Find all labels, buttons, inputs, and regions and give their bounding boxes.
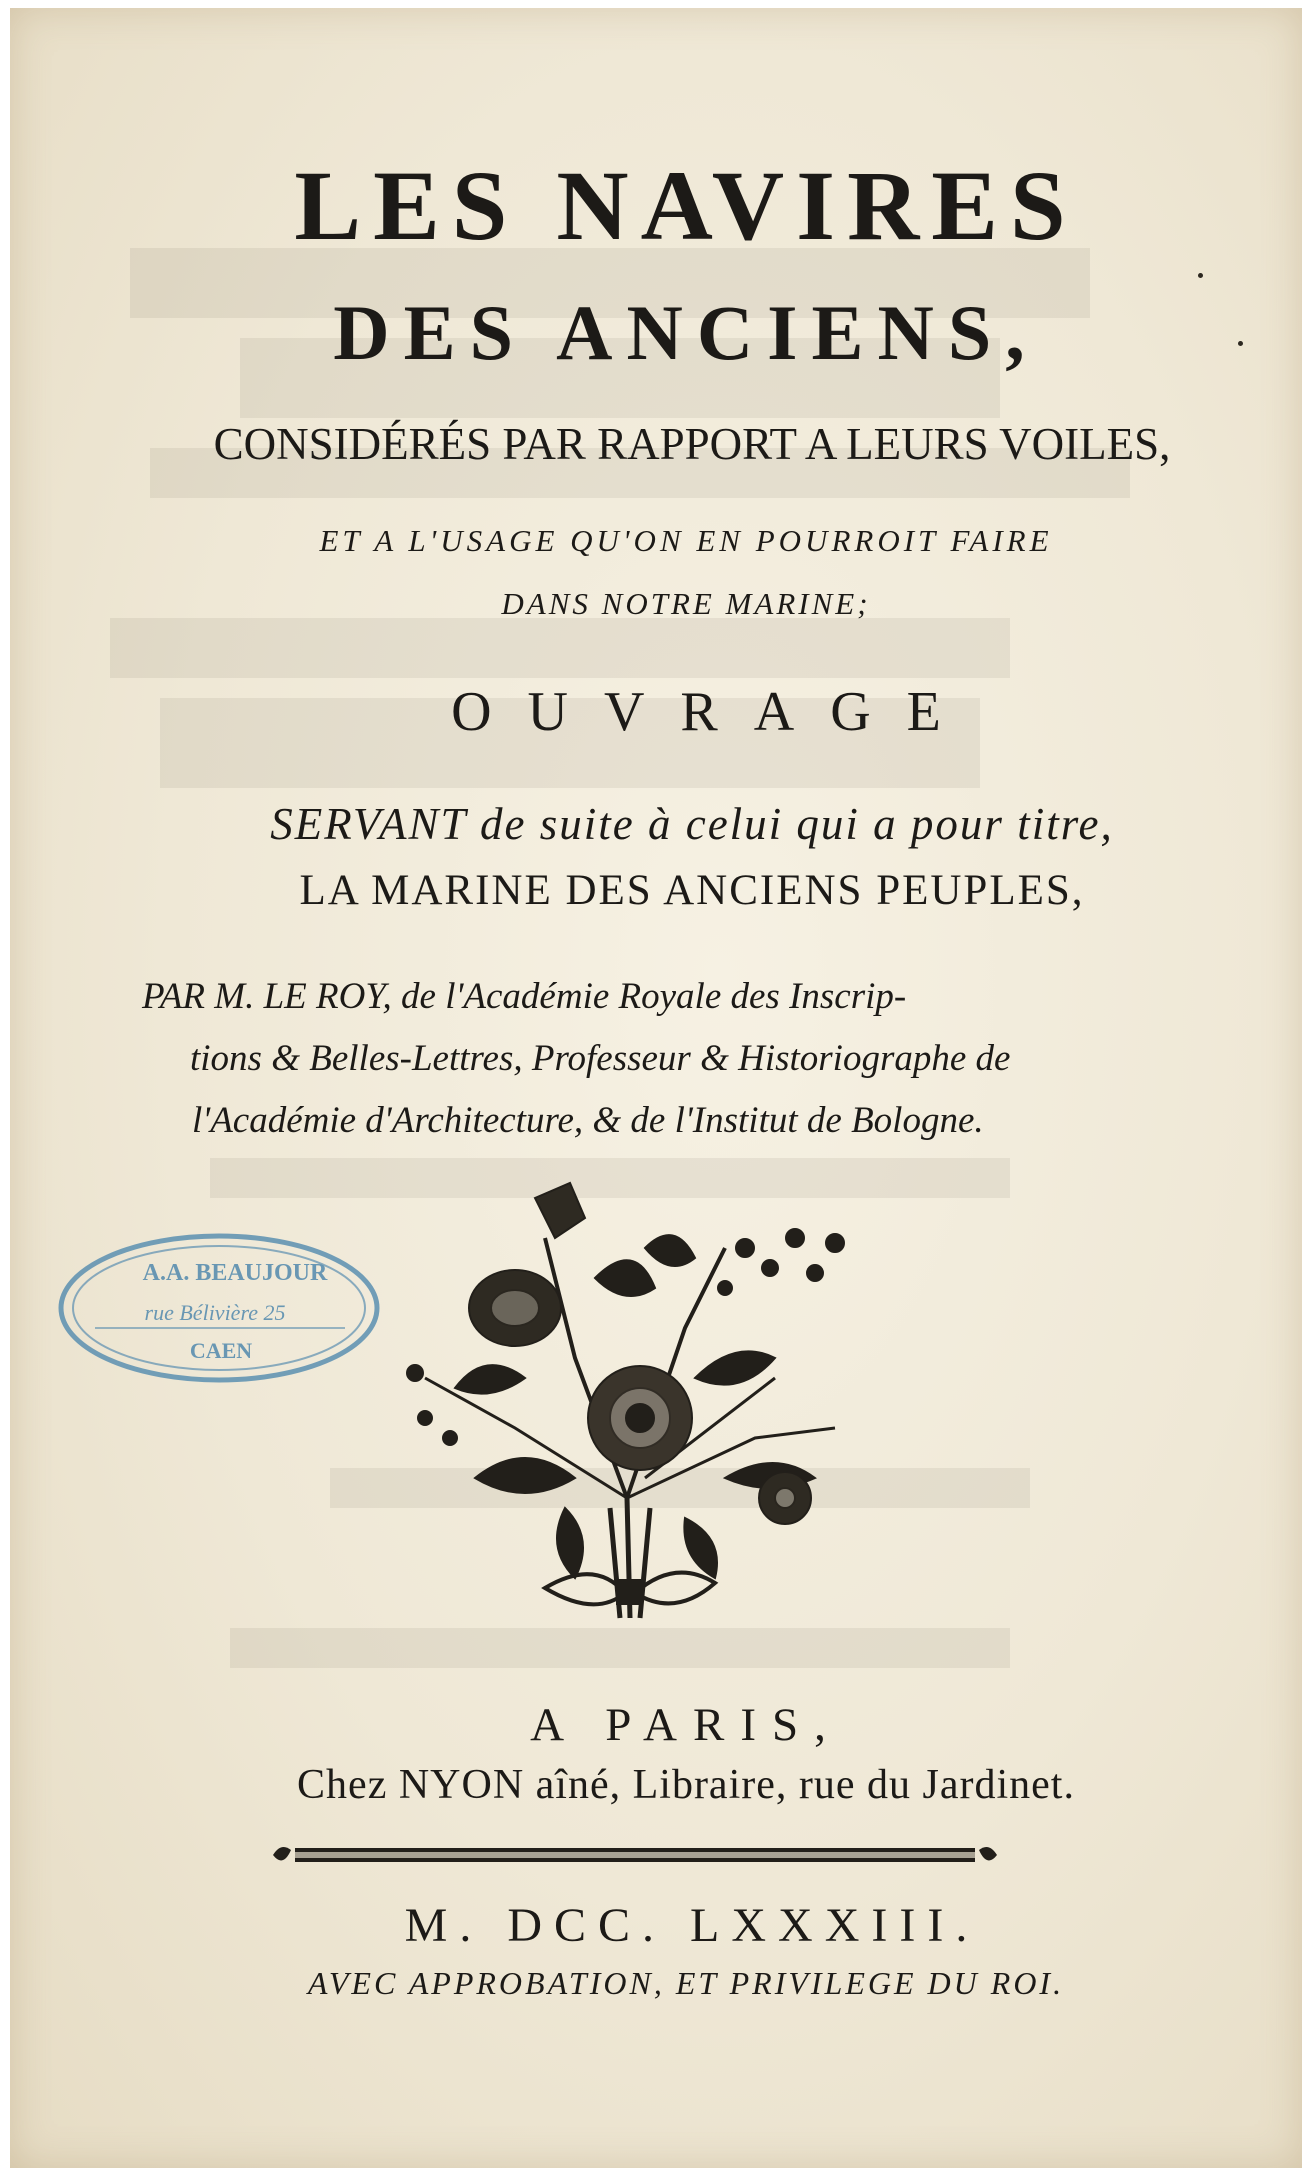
stamp-line-3: CAEN: [189, 1338, 253, 1363]
imprint-privilege: AVEC APPROBATION, ET PRIVILEGE DU ROI.: [307, 1965, 1065, 2001]
imprint-publisher: Chez NYON aîné, Libraire, rue du Jardinet.: [297, 1762, 1075, 1808]
ink-speck: [1198, 273, 1203, 278]
library-stamp: [55, 1228, 383, 1388]
title-page: [10, 8, 1302, 2168]
author-line-2: tions & Belles-Lettres, Professeur & Historiographe de: [190, 1038, 1011, 1079]
subtitle-line-3: DANS NOTRE MARINE;: [501, 586, 871, 621]
floral-bouquet-icon: [395, 1178, 875, 1643]
subtitle-line-1: CONSIDÉRÉS PAR RAPPORT A LEURS VOILES,: [213, 419, 1171, 469]
author-line-1: PAR M. LE ROY, de l'Académie Royale des Inscrip-: [142, 976, 907, 1017]
title-line-2: DES ANCIENS,: [333, 289, 1039, 376]
ink-speck: [1238, 341, 1243, 346]
stamp-line-2: rue Bélivière 25: [144, 1300, 286, 1325]
title-line-1: LES NAVIRES: [294, 150, 1078, 261]
imprint-date: M. DCC. LXXXIII.: [404, 1899, 980, 1952]
subtitle-line-2: ET A L'USAGE QU'ON EN POURROIT FAIRE: [319, 523, 1053, 558]
author-block: [142, 966, 1142, 1152]
author-line-3: l'Académie d'Architecture, & de l'Institut de Bologne.: [192, 1100, 984, 1141]
work-label: OUVRAGE: [451, 681, 977, 743]
series-line-2: LA MARINE DES ANCIENS PEUPLES,: [299, 867, 1085, 914]
ornamental-rule-icon: [265, 1840, 1005, 1870]
imprint-city: A PARIS,: [530, 1699, 842, 1751]
series-line-1: SERVANT de suite à celui qui a pour titre,: [270, 799, 1114, 849]
stamp-line-1: A.A. BEAUJOUR: [142, 1260, 328, 1286]
